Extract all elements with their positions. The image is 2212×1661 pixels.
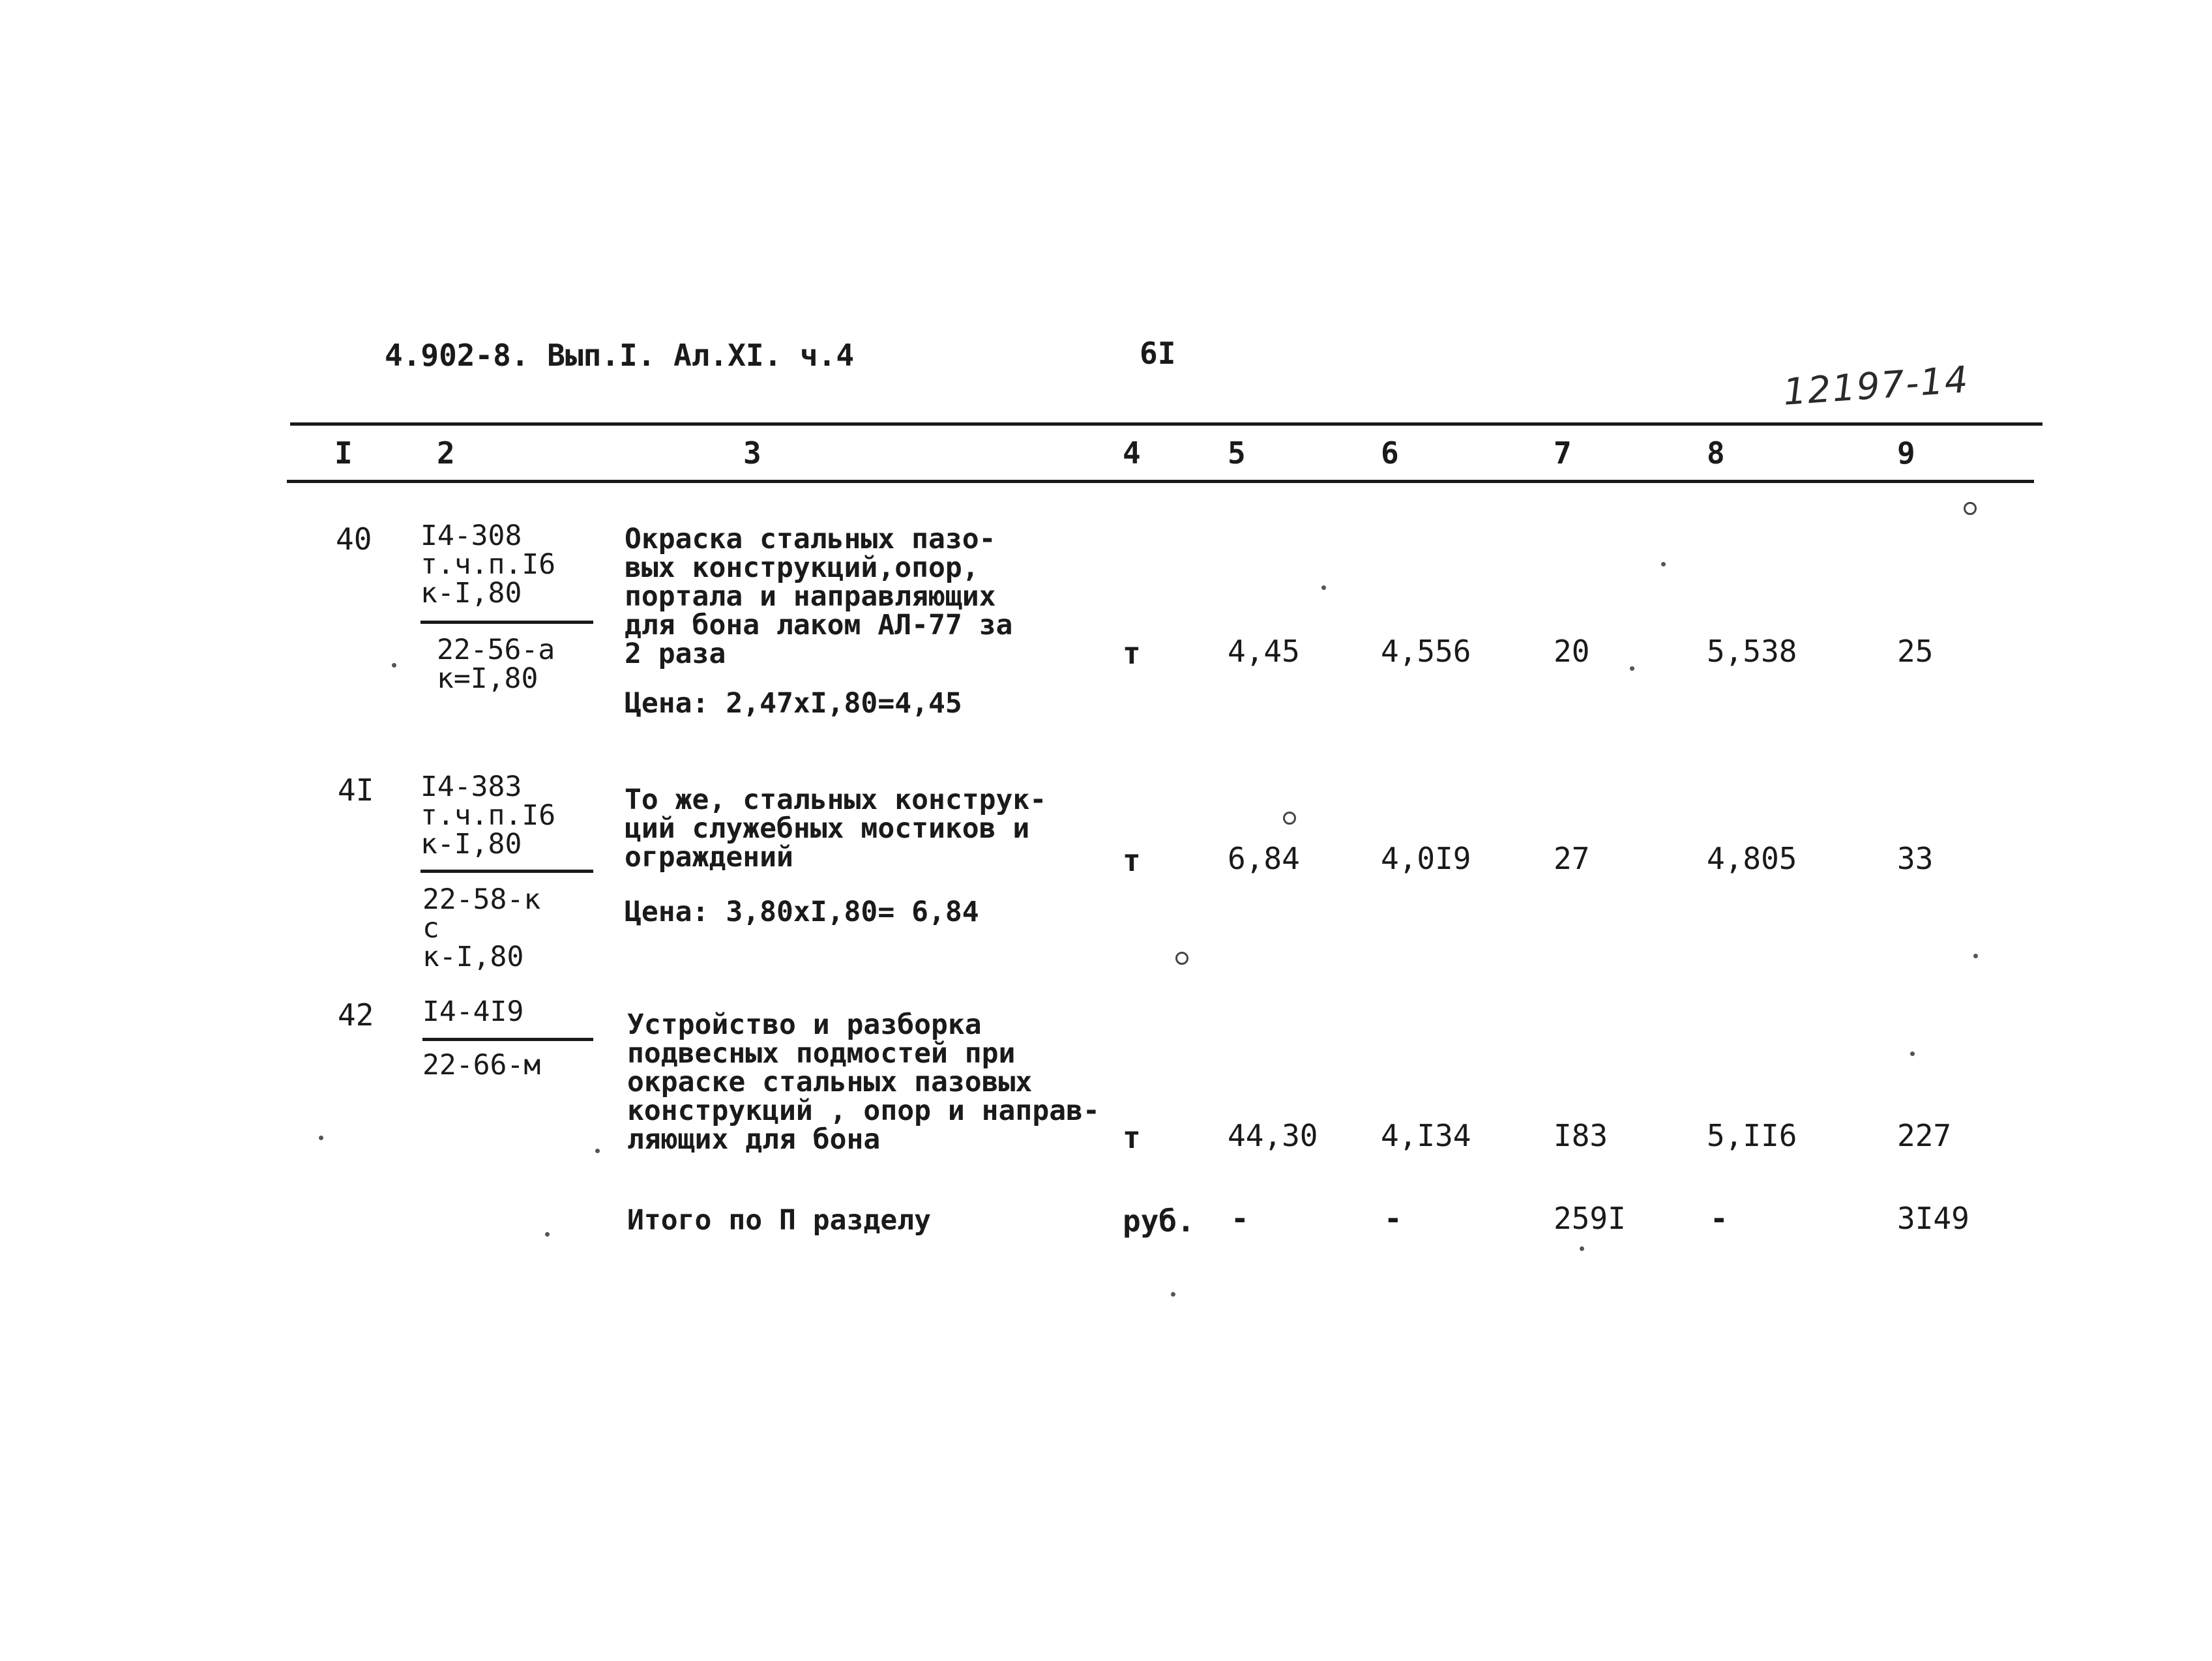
column-header-2: 2: [437, 435, 455, 471]
cell-col9: 227: [1897, 1118, 1952, 1153]
rate-code-bottom: 22-58-к с к-I,80: [422, 883, 541, 973]
rate-code-top: I4-4I9: [422, 995, 524, 1028]
cell-col6: 4,0I9: [1381, 841, 1471, 876]
price-note: Цена: 2,47хI,80=4,45: [625, 687, 962, 720]
cell-col8: 4,805: [1707, 841, 1797, 876]
total-label: Итого по П разделу: [627, 1204, 931, 1237]
cell-col7: I83: [1554, 1118, 1608, 1153]
cell-col6: 4,556: [1381, 634, 1471, 669]
cell-col8: 5,538: [1707, 634, 1797, 669]
column-header-9: 9: [1897, 435, 1915, 471]
cell-col6: 4,I34: [1381, 1118, 1471, 1153]
cell-col7: 27: [1554, 841, 1590, 876]
cell-col8: 5,II6: [1707, 1118, 1797, 1153]
cell-col5: 44,30: [1228, 1118, 1318, 1153]
header-bottom-rule: [287, 480, 2034, 483]
price-note: Цена: 3,80хI,80= 6,84: [625, 896, 979, 928]
fraction-line: [422, 1038, 593, 1041]
cell-col9: 33: [1897, 841, 1934, 876]
total-col8: -: [1710, 1201, 1728, 1236]
column-header-1: I: [334, 435, 353, 471]
total-unit: руб.: [1123, 1203, 1195, 1239]
total-col6: -: [1384, 1201, 1402, 1236]
row-number: 42: [338, 997, 374, 1033]
total-col7: 259I: [1554, 1201, 1626, 1236]
work-description: Устройство и разборка подвесных подмостей при окраске стальных пазовых конструкций , опор и направ- ляющих для бона: [627, 1008, 1100, 1156]
total-col9: 3I49: [1897, 1201, 1969, 1236]
row-number: 4I: [338, 772, 374, 808]
fraction-line: [420, 870, 593, 873]
column-header-7: 7: [1554, 435, 1572, 471]
column-header-3: 3: [743, 435, 761, 471]
cell-col5: 6,84: [1228, 841, 1300, 876]
unit: т: [1123, 843, 1141, 878]
column-header-4: 4: [1123, 435, 1141, 471]
table-top-rule: [290, 422, 2042, 426]
total-col5: -: [1231, 1201, 1249, 1236]
cell-col9: 25: [1897, 634, 1934, 669]
fraction-line: [420, 621, 593, 624]
column-header-6: 6: [1381, 435, 1399, 471]
rate-code-top: I4-308 т.ч.п.I6 к-I,80: [420, 520, 556, 610]
column-header-8: 8: [1707, 435, 1725, 471]
unit: т: [1123, 636, 1141, 671]
rate-code-top: I4-383 т.ч.п.I6 к-I,80: [420, 771, 556, 860]
unit: т: [1123, 1120, 1141, 1155]
row-number: 40: [336, 522, 372, 557]
column-header-5: 5: [1228, 435, 1246, 471]
work-description: То же, стальных конструк- ций служебных мостиков и ограждений: [625, 784, 1047, 874]
rate-code-bottom: 22-56-а к=I,80: [437, 634, 555, 695]
handwritten-code: 12197-14: [1782, 359, 1971, 414]
cell-col5: 4,45: [1228, 634, 1300, 669]
work-description: Окраска стальных пазо- вых конструкций,опор, портала и направляющих для бона лаком АЛ-77 за 2 раза: [625, 523, 1013, 670]
rate-code-bottom: 22-66-м: [422, 1049, 541, 1081]
page-number: 6I: [1140, 336, 1176, 371]
document-reference: 4.902-8. Вып.I. Ал.XI. ч.4: [385, 338, 855, 373]
cell-col7: 20: [1554, 634, 1590, 669]
